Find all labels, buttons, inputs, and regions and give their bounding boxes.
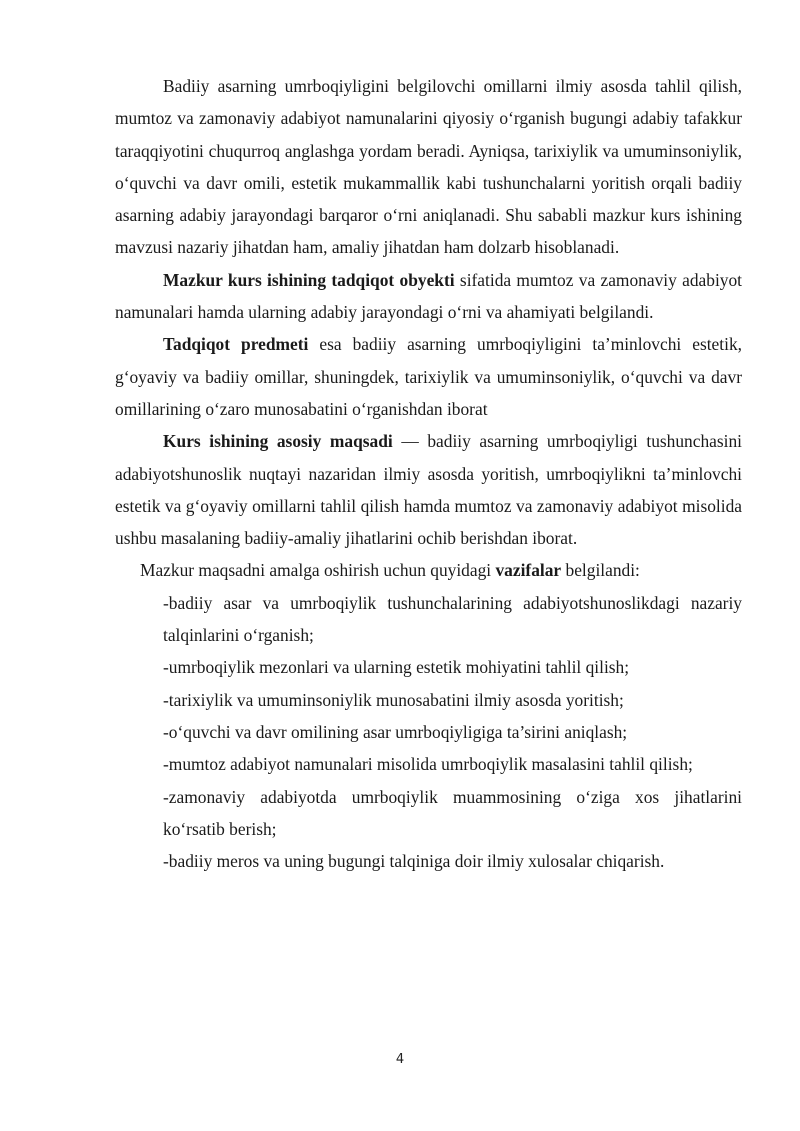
tasks-intro-text-after: belgilandi: [561,560,640,581]
task-item: -zamonaviy adabiyotda umrboqiylik muammosining o‘ziga xos jihatlarini ko‘rsatib berish; [163,786,742,839]
tasks-heading: vazifalar [495,560,562,581]
task-item: -o‘quvchi va davr omilining asar umrboqiyligiga ta’sirini aniqlash; [163,721,628,742]
task-item: -badiiy asar va umrboqiylik tushunchalarining adabiyotshunoslikdagi nazariy talqinlarini o‘rganish; [163,592,742,646]
paragraph-research-object [115,264,742,329]
main-goal-heading: Kurs ishining asosiy maqsadi [163,431,393,452]
paragraph-tasks-intro [115,554,742,586]
paragraph-intro: Badiiy asarning umrboqiyligini belgilovchi omillarni ilmiy asosda tahlil qilish, mumtoz va zamonaviy adabiyot namunalarini qiyosiy o‘rganish bugungi adabiy tafakkur taraqqiyotini chuqurroq anglashga yordam beradi. Ayniqsa, tarixiylik va umuminsoniylik, o‘quvchi va davr omili, estetik mukammallik kabi tushunchalarni yoritish orqali badiiy asarning adabiy jarayondagi barqaror o‘rni aniqlanadi. Shu sababli mazkur kurs ishining mavzusi nazariy jihatdan ham, amaliy jihatdan ham dolzarb hisoblanadi. [115,76,742,258]
tasks-list [115,587,742,878]
task-item: -badiiy meros va uning bugungi talqiniga doir ilmiy xulosalar chiqarish. [163,851,665,872]
research-object-text: sifatida mumtoz va zamonaviy adabiyot namunalari hamda ularning adabiy jarayondagi o‘rni va ahamiyati belgilandi. [115,269,743,323]
page-content [115,70,742,877]
paragraph-main-goal [115,425,742,554]
task-item: -mumtoz adabiyot namunalari misolida umrboqiylik masalasini tahlil qilish; [163,754,693,775]
tasks-intro-text-before: Mazkur maqsadni amalga oshirish uchun quyidagi [140,560,496,581]
main-goal-text: — badiiy asarning umrboqiyligi tushunchasini adabiyotshunoslik nuqtayi nazaridan ilmiy asosda yoritish, umrboqiylikni ta’minlovchi estetik va g‘oyaviy omillarni tahlil qilish hamda mumtoz va zamonaviy adabiyot misolida ushbu masalaning badiiy-amaliy jihatlarini ochib berishdan iborat. [115,431,742,549]
page-number: 4 [395,1052,405,1067]
task-item: -umrboqiylik mezonlari va ularning estetik mohiyatini tahlil qilish; [163,657,630,678]
research-object-heading: Mazkur kurs ishining tadqiqot obyekti [163,269,455,290]
research-subject-text: esa badiiy asarning umrboqiyligini ta’minlovchi estetik, g‘oyaviy va badiiy omillar, shuningdek, tarixiylik va umuminsoniylik, o‘quvchi va davr omillarining o‘zaro munosabatini o‘rganishdan iborat [115,334,742,419]
paragraph-research-subject [115,328,742,425]
research-subject-heading: Tadqiqot predmeti [163,334,309,355]
task-item: -tarixiylik va umuminsoniylik munosabatini ilmiy asosda yoritish; [163,689,624,710]
